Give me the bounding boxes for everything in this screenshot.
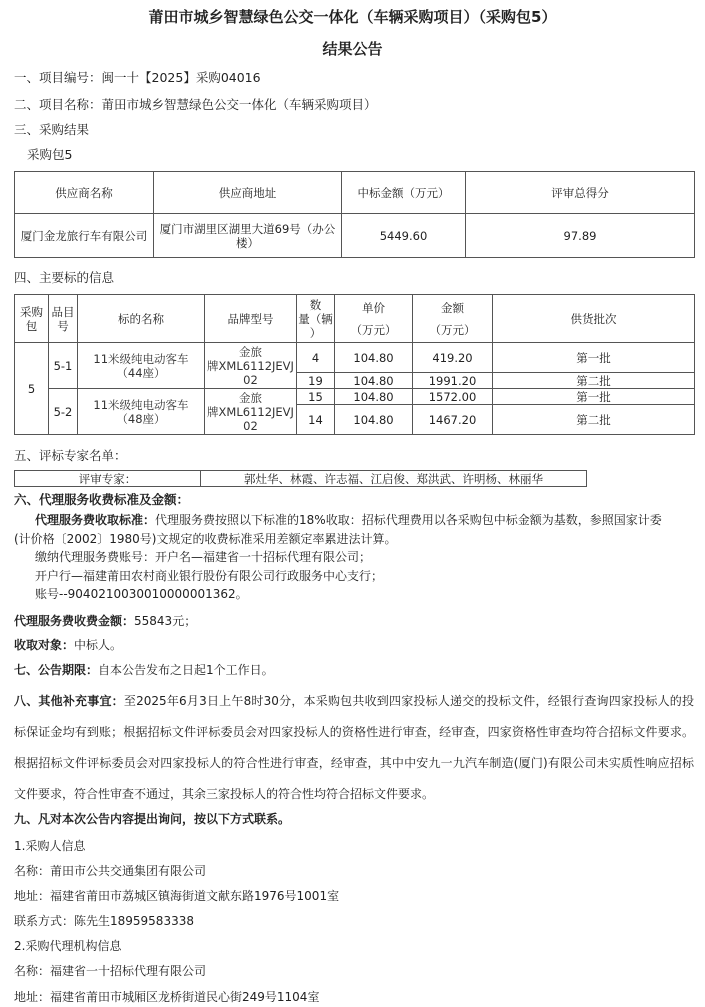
delivery-batch: 第二批 (493, 405, 695, 435)
header-package (15, 295, 49, 343)
table-header-row (15, 172, 695, 214)
item-name-line: （44座） (116, 365, 166, 380)
document-title: 莆田市城乡智慧绿色公交一体化（车辆采购项目）（采购包5） (148, 8, 557, 26)
table-row (15, 214, 695, 258)
agency-info-title: 2.采购代理机构信息 (14, 939, 122, 953)
expert-names: 郭灶华、林霞、许志福、江启俊、郑洪武、许明杨、林丽华 (201, 471, 587, 487)
address-line: 厦门市湖里区湖里大道69号（办公 (159, 221, 336, 236)
other-matters-text: 至2025年6月3日上午8时30分，本采购包共收到四家投标人递交的投标文件，经银行查询四家投标人的投标保证金均有到账；根据招标文件评标委员会对四家投标人的资格性进行审查，经审查，四家资格性审查均符合招标文件要求。根据招标文件评标委员会对四家投标人的符合性进行审查，经审查，其中中安九一九汽车制造(厦门)有限公司未实质性响应招标文件要求，符合性审查不通过，其余三家投标人的符合性均符合招标文件要求。 (14, 694, 694, 801)
procurement-package: 采购包5 (27, 147, 73, 162)
header-text: 品目 (51, 304, 75, 319)
table-row (15, 471, 587, 487)
project-number-value: 闽一十【2025】采购04016 (101, 70, 261, 85)
project-name-value: 莆田市城乡智慧绿色公交一体化（车辆采购项目） (101, 97, 377, 112)
header-delivery-batch: 供货批次 (493, 295, 695, 343)
expert-key: 评审专家： (15, 471, 201, 487)
fee-bank: 开户行—福建莆田农村商业银行股份有限公司行政服务中心支行； (35, 569, 384, 583)
header-supplier-address: 供应商地址 (154, 172, 342, 214)
quantity: 15 (297, 389, 335, 405)
item-name-line: 11米级纯电动客车 (93, 397, 189, 412)
delivery-batch: 第一批 (493, 389, 695, 405)
table-header-row (15, 295, 695, 343)
other-matters-label: 八、其他补充事宜： (14, 694, 124, 708)
unit-price: 104.80 (335, 343, 413, 373)
header-item-no (49, 295, 78, 343)
brand-model (205, 389, 297, 435)
delivery-batch: 第二批 (493, 373, 695, 389)
header-text: （万元） (429, 322, 476, 337)
expert-list-heading: 五、评标专家名单： (14, 448, 127, 463)
brand-model (205, 343, 297, 389)
quantity: 14 (297, 405, 335, 435)
item-code: 5-2 (49, 389, 78, 435)
header-text: 金额 (441, 300, 464, 315)
project-name (14, 95, 377, 113)
fee-payment-account: 缴纳代理服务费账号：开户名—福建省一十招标代理有限公司； (35, 550, 372, 564)
fee-standard-line (35, 511, 662, 528)
fee-target (14, 636, 122, 653)
winning-amount: 5449.60 (342, 214, 466, 258)
notice-period-value: 自本公告发布之日起1个工作日。 (98, 663, 274, 677)
brand-line: 金旅 (239, 344, 262, 359)
purchaser-name: 名称：莆田市公共交通集团有限公司 (14, 864, 207, 878)
fee-amount-value: 55843元； (134, 614, 197, 628)
fee-standard-text: 代理服务费按照以下标准的18%收取：招标代理费用以各采购包中标金额为基数，参照国家计委 (155, 513, 662, 527)
amount: 1467.20 (413, 405, 493, 435)
header-total-score: 评审总得分 (466, 172, 695, 214)
fee-target-label: 收取对象： (14, 638, 75, 652)
fee-account-number: 账号--9040210030010000001362。 (35, 587, 248, 601)
header-quantity (297, 295, 335, 343)
project-number (14, 68, 261, 86)
header-text: 单价 (362, 300, 385, 315)
supplier-name: 厦门金龙旅行车有限公司 (15, 214, 154, 258)
contact-heading: 九、凡对本次公告内容提出询问，按以下方式联系。 (14, 812, 291, 826)
notice-period-label: 七、公告期限： (14, 663, 99, 677)
main-items-heading: 四、主要标的信息 (14, 270, 115, 285)
unit-price: 104.80 (335, 373, 413, 389)
brand-line: 02 (243, 418, 258, 433)
quantity: 4 (297, 343, 335, 373)
amount: 1572.00 (413, 389, 493, 405)
item-table (14, 294, 695, 435)
purchaser-info-title: 1.采购人信息 (14, 839, 86, 853)
brand-line: 牌XML6112JEVJ (207, 404, 294, 419)
agency-fee-heading: 六、代理服务收费标准及金额： (14, 492, 190, 507)
agency-name: 名称：福建省一十招标代理有限公司 (14, 964, 207, 978)
unit-price: 104.80 (335, 389, 413, 405)
brand-line: 牌XML6112JEVJ (207, 358, 294, 373)
header-text: 采购 (20, 304, 43, 319)
purchaser-contact: 联系方式：陈先生18959583338 (14, 914, 194, 928)
header-unit-price (335, 295, 413, 343)
package-number: 5 (15, 343, 49, 435)
header-text: 包 (25, 318, 38, 333)
brand-line: 金旅 (239, 390, 262, 405)
project-number-label: 一、项目编号： (14, 70, 102, 85)
amount: 419.20 (413, 343, 493, 373)
result-table (14, 171, 695, 258)
purchaser-address: 地址：福建省莆田市荔城区镇海街道文献东路1976号1001室 (14, 889, 340, 903)
fee-standard-text-cont: (计价格〔2002〕1980号)文规定的收费标准采用差额定率累进法计算。 (14, 532, 397, 546)
header-brand-model: 品牌型号 (205, 295, 297, 343)
header-text: 号 (57, 318, 69, 333)
amount: 1991.20 (413, 373, 493, 389)
unit-price: 104.80 (335, 405, 413, 435)
item-name-line: （48座） (116, 411, 166, 426)
header-text: ） (309, 325, 322, 340)
total-score: 97.89 (466, 214, 695, 258)
quantity: 19 (297, 373, 335, 389)
address-line: 楼） (236, 235, 259, 250)
header-text: （万元） (350, 322, 397, 337)
fee-target-value: 中标人。 (74, 638, 123, 652)
item-code: 5-1 (49, 343, 78, 389)
table-row (15, 343, 695, 373)
brand-line: 02 (243, 372, 258, 387)
fee-amount (14, 612, 196, 629)
item-name-line: 11米级纯电动客车 (93, 351, 189, 366)
table-row (15, 389, 695, 405)
header-amount (413, 295, 493, 343)
header-text: 量（辆 (298, 311, 333, 326)
item-name (78, 389, 205, 435)
fee-standard-label: 代理服务费收取标准： (35, 513, 156, 527)
notice-period (14, 661, 274, 678)
project-name-label: 二、项目名称： (14, 97, 102, 112)
delivery-batch: 第一批 (493, 343, 695, 373)
item-name (78, 343, 205, 389)
other-matters (14, 686, 694, 810)
agency-address: 地址：福建省莆田市城厢区龙桥街道民心街249号1104室 (14, 990, 320, 1004)
header-supplier-name: 供应商名称 (15, 172, 154, 214)
header-text: 数 (309, 297, 322, 312)
header-winning-amount: 中标金额（万元） (342, 172, 466, 214)
fee-amount-label: 代理服务费收费金额： (14, 614, 135, 628)
expert-table (14, 470, 587, 487)
document-subtitle: 结果公告 (322, 40, 383, 58)
header-item-name: 标的名称 (78, 295, 205, 343)
supplier-address (154, 214, 342, 258)
procurement-result-heading: 三、采购结果 (14, 122, 90, 137)
